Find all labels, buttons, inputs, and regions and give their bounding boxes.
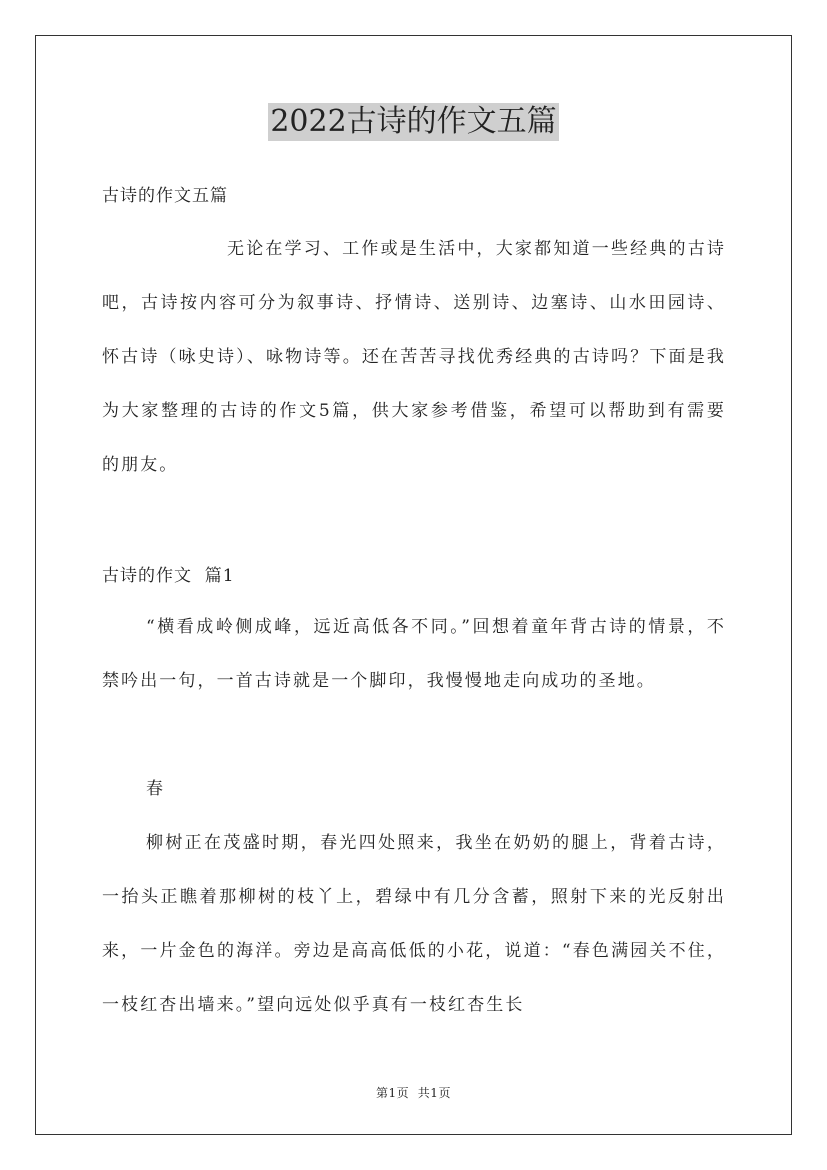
document-subtitle: 古诗的作文五篇 xyxy=(102,186,228,206)
intro-paragraph: 无论在学习、工作或是生活中，大家都知道一些经典的古诗吧，古诗按内容可分为叙事诗、抒情诗、送别诗、边塞诗、山水田园诗、怀古诗（咏史诗）、咏物诗等。还在苦苦寻找优秀经典的古诗吗？下面是我为大家整理的古诗的作文5篇，供大家参考借鉴，希望可以帮助到有需要的朋友。 xyxy=(102,239,726,475)
body-paragraph-3: 柳树正在茂盛时期，春光四处照来，我坐在奶奶的腿上，背着古诗，一抬头正瞧着那柳树的枝丫上，碧绿中有几分含蓄，照射下来的光反射出来，一片金色的海洋。旁边是高高低低的小花，说道：“春色满园关不住，一枝红杏出墙来。”望向远处似乎真有一枝红杏生长 xyxy=(102,833,726,1015)
title-container xyxy=(0,103,827,141)
body-paragraph-2: 春 xyxy=(146,779,166,799)
page-footer: 第1页 共1页 xyxy=(376,1086,451,1100)
document-title: 2022古诗的作文五篇 xyxy=(270,104,557,139)
body-paragraph-1: “横看成岭侧成峰，远近高低各不同。”回想着童年背古诗的情景，不禁吟出一句，一首古诗就是一个脚印，我慢慢地走向成功的圣地。 xyxy=(102,617,726,691)
section-heading: 古诗的作文 篇1 xyxy=(102,566,235,586)
